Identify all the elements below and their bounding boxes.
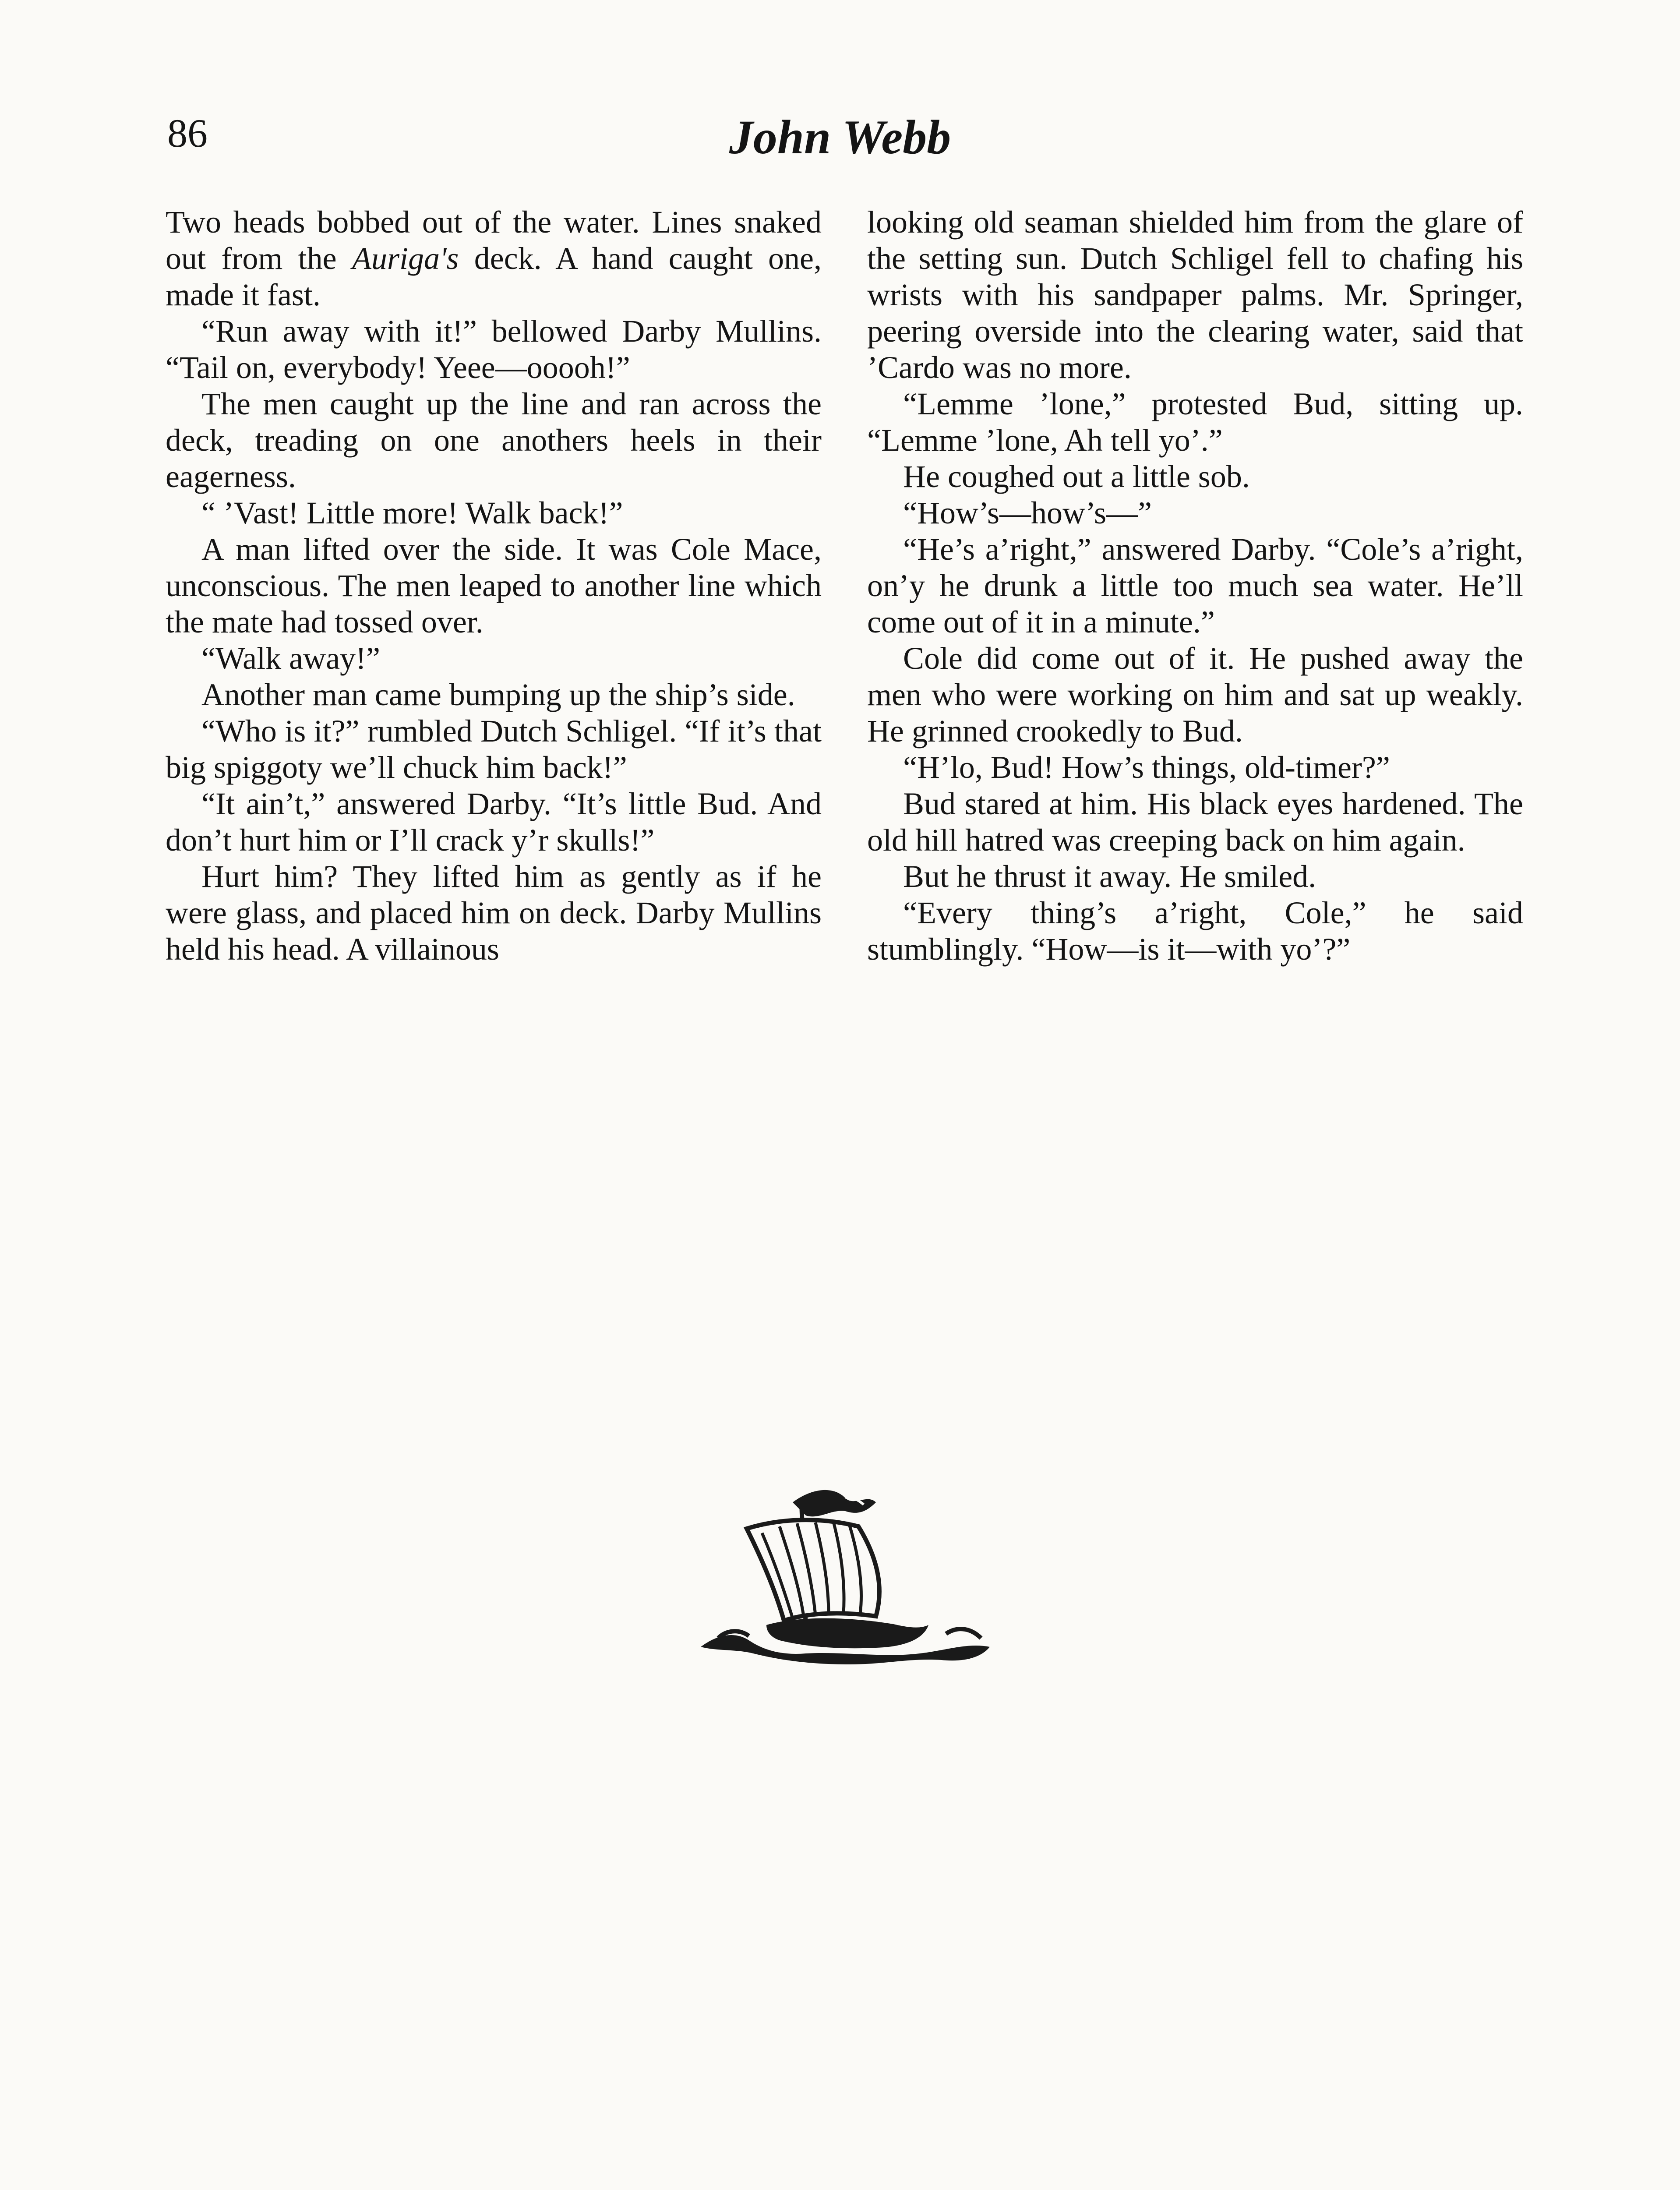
paragraph: Hurt him? They lifted him as gently as if he were glass, and placed him on deck. Darby Mullins held his head. A villainous [166, 859, 822, 967]
paragraph: looking old seaman shielded him from the glare of the setting sun. Dutch Schligel fell to chafing his wrists with his sandpaper palms. Mr. Springer, peering overside into the clearing water, said that ’Cardo was no more. [867, 205, 1523, 385]
paragraph: Bud stared at him. His black eyes hardened. The old hill hatred was creeping back on him again. [867, 786, 1523, 858]
paragraph: “He’s a’right,” answered Darby. “Cole’s a’right, on’y he drunk a little too much sea water. He’ll come out of it in a minute.” [867, 532, 1523, 639]
paragraph: “Every thing’s a’right, Cole,” he said stumblingly. “How—is it—with yo’?” [867, 895, 1523, 967]
paragraph: He coughed out a little sob. [903, 459, 1250, 494]
paragraph: A man lifted over the side. It was Cole Mace, unconscious. The men leaped to another line which the mate had tossed over. [166, 532, 822, 639]
paragraph: “ ’Vast! Little more! Walk back!” [201, 495, 623, 530]
paragraph: Another man came bumping up the ship’s side. [201, 677, 795, 712]
page-number: 86 [167, 111, 208, 155]
paragraph: The men caught up the line and ran across the deck, treading on one anothers heels in their eagerness. [166, 386, 822, 494]
right-column [867, 204, 1523, 968]
paragraph: “Lemme ’lone,” protested Bud, sitting up. “Lemme ’lone, Ah tell yo’.” [867, 386, 1523, 458]
paragraph: “H’lo, Bud! How’s things, old-timer?” [903, 750, 1390, 785]
ship-name: Auriga's [352, 241, 459, 276]
viking-ship-icon [701, 1485, 999, 1669]
paragraph: “Who is it?” rumbled Dutch Schligel. “If it’s that big spiggoty we’ll chuck him back!” [166, 714, 822, 785]
running-title: John Webb [729, 110, 951, 164]
paragraph-text: deck. A hand caught one, made it fast. [166, 241, 822, 312]
paragraph: “How’s—how’s—” [903, 495, 1152, 530]
paragraph: “Run away with it!” bellowed Darby Mullins. “Tail on, everybody! Yeee—ooooh!” [166, 314, 822, 385]
paragraph [166, 204, 822, 313]
paragraph: “Walk away!” [201, 641, 380, 676]
paragraph: “It ain’t,” answered Darby. “It’s little Bud. And don’t hurt him or I’ll crack y’r skulls!” [166, 786, 822, 858]
paragraph: But he thrust it away. He smiled. [903, 859, 1316, 894]
paragraph: Cole did come out of it. He pushed away the men who were working on him and sat up weakly. He grinned crookedly to Bud. [867, 641, 1523, 749]
paragraph-text: Two heads bobbed out of the water. Lines snaked out from the [166, 205, 822, 276]
left-column [166, 204, 822, 968]
